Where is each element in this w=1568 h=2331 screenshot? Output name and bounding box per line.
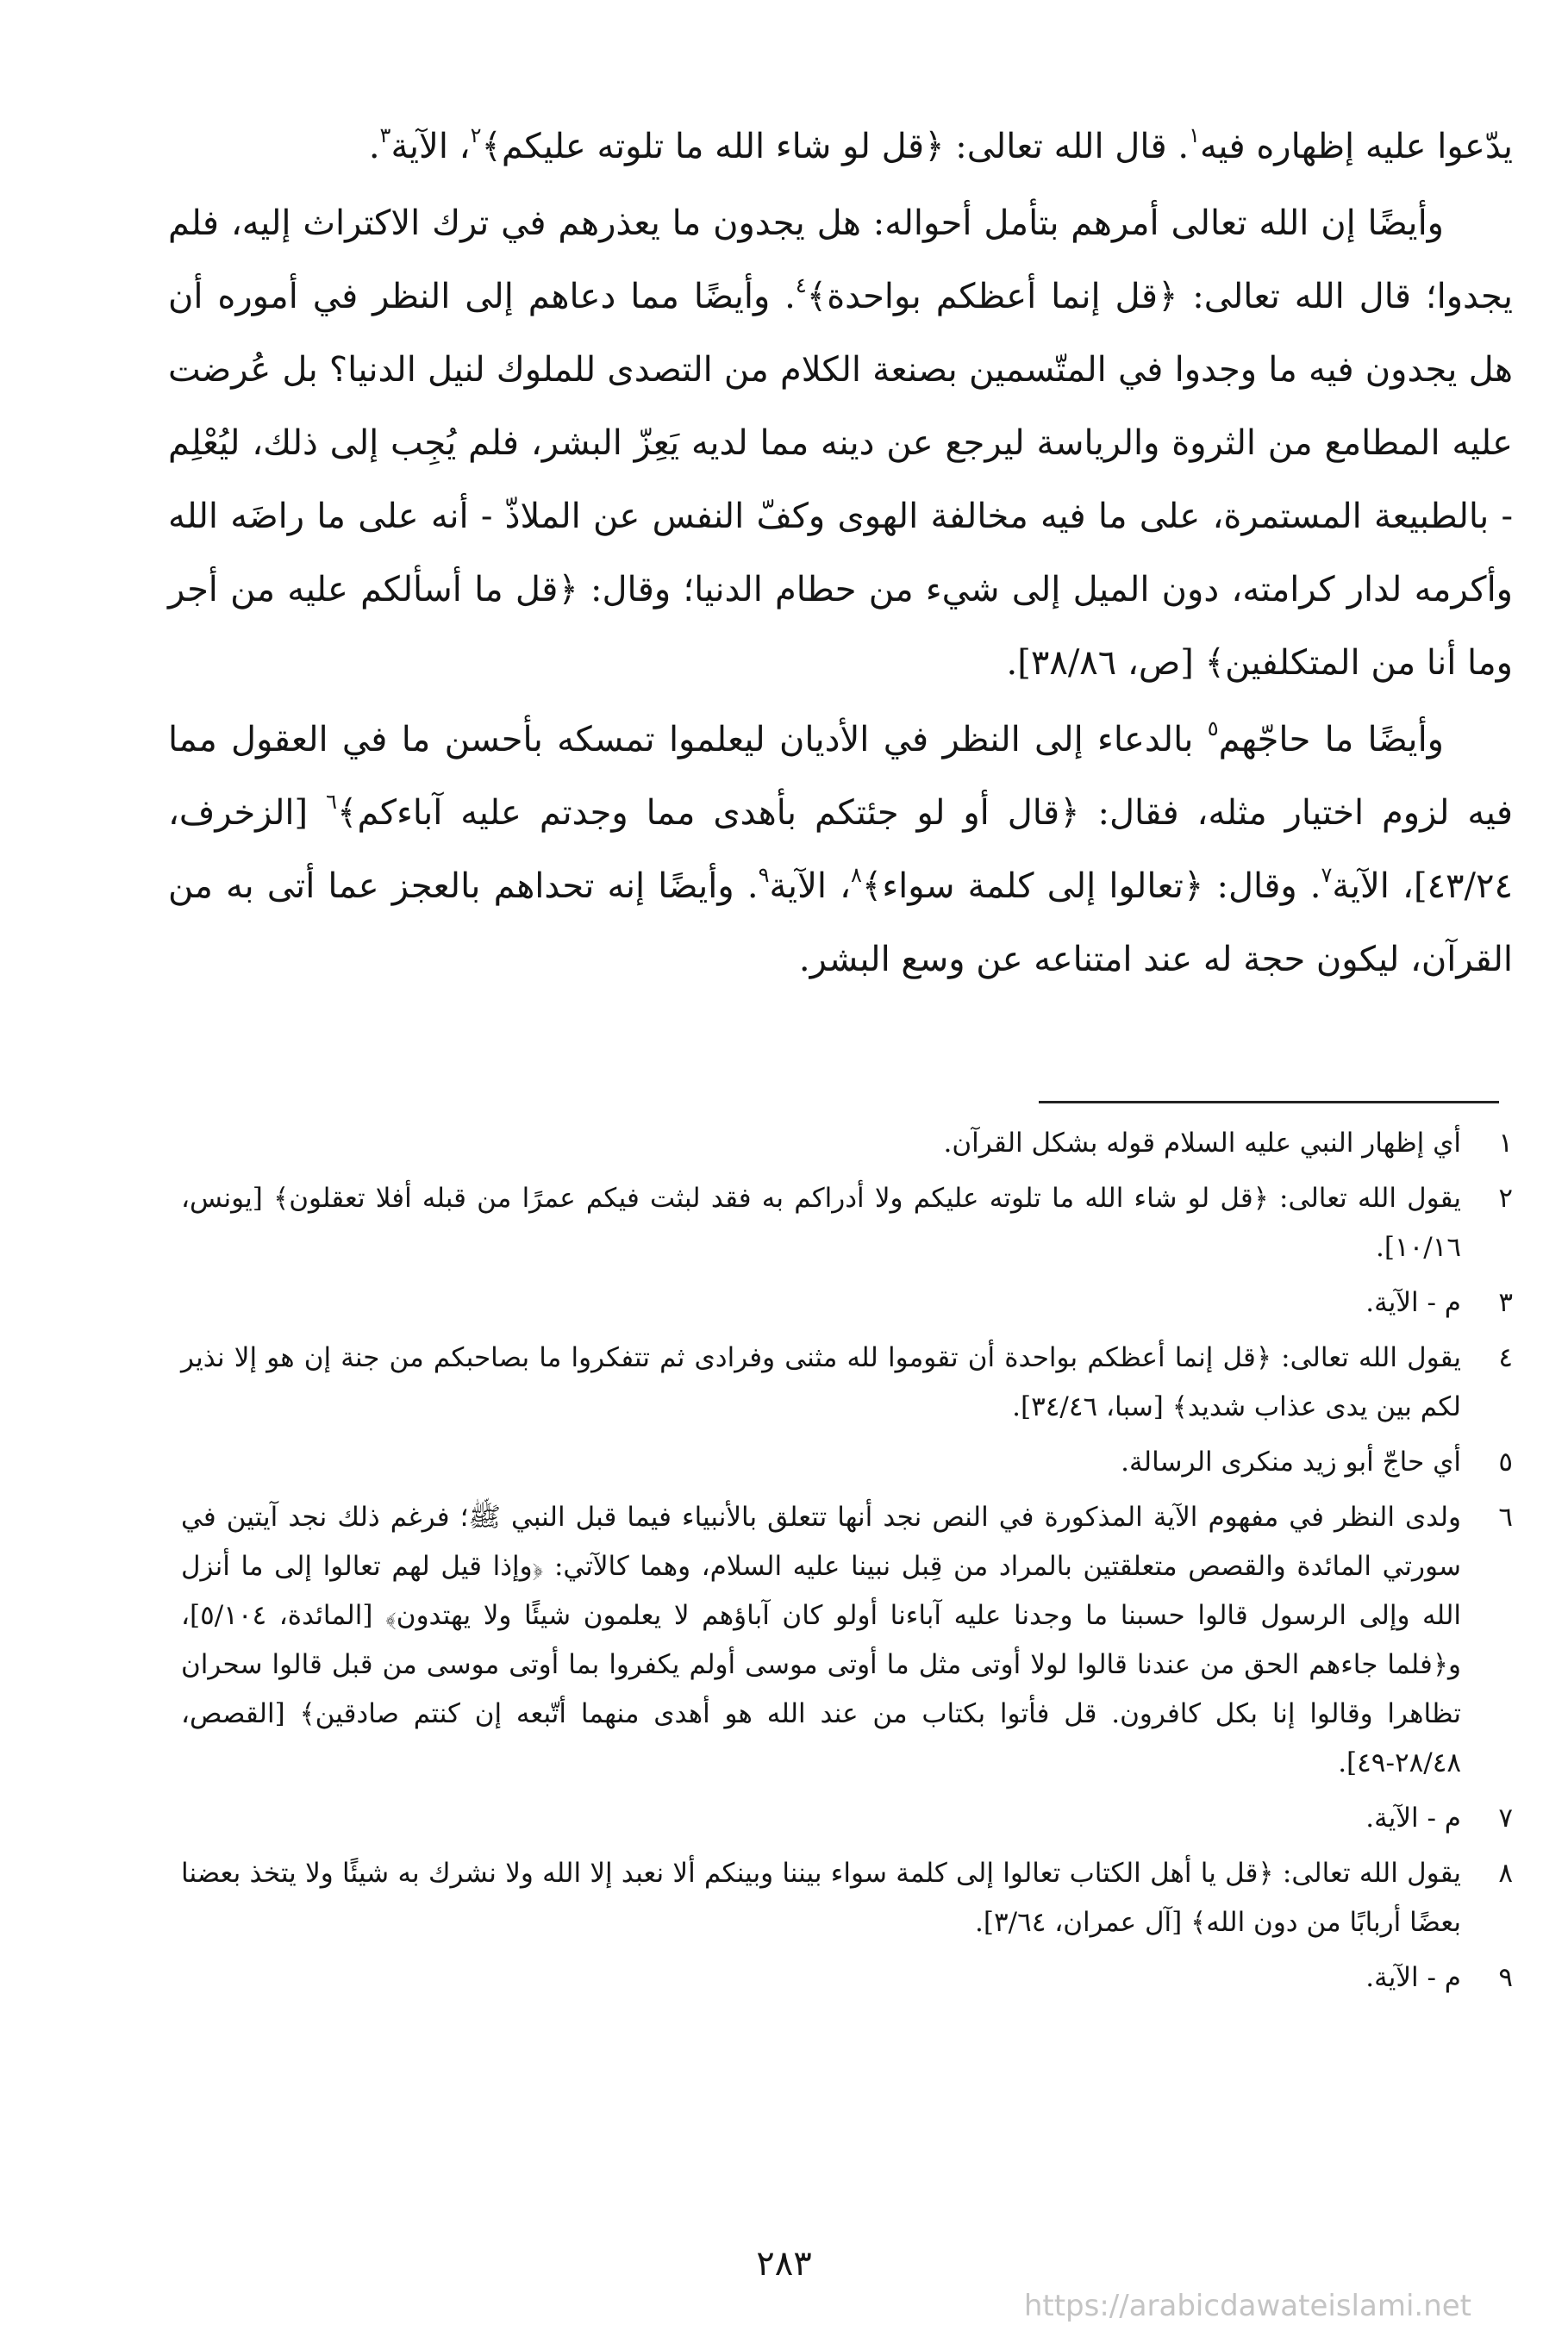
- watermark-url: https://arabicdawateislami.net: [1023, 2289, 1471, 2323]
- footnote: [181, 1174, 1513, 1272]
- footnote-number: ٥: [1498, 1447, 1513, 1478]
- footnote: [181, 1794, 1513, 1843]
- footnote-number: ١: [1498, 1128, 1513, 1159]
- footnote-number: ٨: [1498, 1858, 1513, 1889]
- footnote-number: ٩: [1498, 1962, 1513, 1993]
- footnote-text: م - الآية.: [1365, 1287, 1461, 1318]
- text-run: وأيضًا ما حاجّهم: [1218, 720, 1444, 759]
- text-run: [الزخرف، ٤٣/٢٤]، الآية: [168, 793, 1513, 906]
- paragraph-1: [168, 110, 1513, 184]
- footnote-ref: ٧: [1321, 863, 1333, 887]
- footnote-number: ٢: [1498, 1183, 1513, 1214]
- footnote-ref: ٦: [326, 790, 337, 814]
- footnote-text: أي إظهار النبي عليه السلام قوله بشكل القرآن.: [943, 1128, 1461, 1159]
- footnote: [181, 1953, 1513, 2003]
- footnote-ref: ١: [1189, 123, 1200, 147]
- paragraph-2: [168, 187, 1513, 700]
- footnote-ref: ٢: [470, 123, 482, 147]
- footnote-text: يقول الله تعالى: ﴿قل لو شاء الله ما تلوته عليكم ولا أدراكم به فقد لبثت فيكم عمرًا من قبله أفلا تعقلون﴾ [يونس، ١٠/١٦].: [181, 1183, 1461, 1263]
- page-number: ٢٨٣: [756, 2244, 812, 2284]
- text-run: . وقال: ﴿تعالوا إلى كلمة سواء﴾: [861, 866, 1321, 906]
- footnote-number: ٦: [1498, 1502, 1513, 1533]
- footnote-text: يقول الله تعالى: ﴿قل إنما أعظكم بواحدة أن تقوموا لله مثنى وفرادى ثم تتفكروا ما بصاحبكم من جنة إن هو إلا نذير لكم بين يدى عذاب شديد﴾ [سبا، ٣٤/٤٦].: [181, 1342, 1461, 1422]
- text-run: .: [368, 127, 380, 166]
- footnote-text: م - الآية.: [1365, 1962, 1461, 1993]
- paragraph-3: [168, 703, 1513, 997]
- footnotes: [181, 1119, 1513, 2009]
- footnote-text: أي حاجّ أبو زيد منكرى الرسالة.: [1121, 1447, 1461, 1478]
- footnote: [181, 1119, 1513, 1168]
- footnote-ref: ٨: [851, 863, 862, 887]
- footnote-ref: ٩: [758, 863, 770, 887]
- footnote-ref: ٤: [795, 273, 807, 297]
- footnote-text: م - الآية.: [1365, 1803, 1461, 1834]
- text-run: . وأيضًا مما دعاهم إلى النظر في أموره أن هل يجدون فيه ما وجدوا في المتّسمين بصنعة الكلام من التصدى للملوك لنيل الدنيا؟ بل عُرضت عليه المطامع من الثروة والرياسة ليرجع عن دينه مما لديه يَعِزّ البشر، فلم يُجِب إلى ذلك، ليُعْلِم - بالطبيعة المستمرة، على ما فيه مخالفة الهوى وكفّ النفس عن الملاذّ - أنه على ما راضَه الله وأكرمه لدار كرامته، دون الميل إلى شيء من حطام الدنيا؛ وقال: ﴿قل ما أسألكم عليه من أجر وما أنا من المتكلفين﴾ [ص، ٣٨/٨٦].: [168, 277, 1513, 683]
- footnote: [181, 1278, 1513, 1328]
- body-text: [168, 110, 1513, 997]
- text-run: يدّعوا عليه إظهاره فيه: [1199, 127, 1513, 166]
- footnote: [181, 1849, 1513, 1947]
- footnote-number: ٤: [1498, 1342, 1513, 1373]
- footnote-text: ولدى النظر في مفهوم الآية المذكورة في النص نجد أنها تتعلق بالأنبياء فيما قبل النبي ﷺ؛ فرغم ذلك نجد آيتين في سورتي المائدة والقصص متعلقتين بالمراد من قِبل نبينا عليه السلام، وهما كالآتي: ﴿وإذا قيل لهم تعالوا إلى ما أنزل الله وإلى الرسول قالوا حسبنا ما وجدنا عليه آباءنا أولو كان آباؤهم لا يعلمون شيئًا ولا يهتدون﴾ [المائدة، ٥/١٠٤]، و﴿فلما جاءهم الحق من عندنا قالوا لولا أوتى مثل ما أوتى موسى أولم يكفروا بما أوتى موسى من قبل قالوا سحران تظاهرا وقالوا إنا بكل كافرون. قل فأتوا بكتاب من عند الله هو أهدى منهما أتّبعه إن كنتم صادقين﴾ [القصص، ٢٨/٤٨-٤٩].: [181, 1502, 1461, 1778]
- text-run: . قال الله تعالى: ﴿قل لو شاء الله ما تلوته عليكم﴾: [481, 127, 1190, 166]
- text-run: ، الآية: [390, 127, 471, 166]
- text-run: وأيضًا إن الله تعالى أمرهم بتأمل أحواله: هل يجدون ما يعذرهم في ترك الاكتراث إليه، فلم يجدوا؛ قال الله تعالى: ﴿قل إنما أعظكم بواحدة﴾: [168, 203, 1513, 316]
- footnote-ref: ٥: [1207, 716, 1219, 741]
- footnote: [181, 1493, 1513, 1788]
- footnote-number: ٧: [1498, 1803, 1513, 1834]
- footnote: [181, 1334, 1513, 1432]
- text-run: . وأيضًا إنه تحداهم بالعجز عما أتى به من القرآن، ليكون حجة له عند امتناعه عن وسع البشر.: [168, 866, 1513, 979]
- footnote-number: ٣: [1498, 1287, 1513, 1318]
- text-run: ، الآية: [769, 866, 852, 906]
- footnote: [181, 1438, 1513, 1487]
- footnote-text: يقول الله تعالى: ﴿قل يا أهل الكتاب تعالوا إلى كلمة سواء بيننا وبينكم ألا نعبد إلا الله ولا نشرك به شيئًا ولا يتخذ بعضنا بعضًا أربابًا من دون الله﴾ [آل عمران، ٣/٦٤].: [181, 1858, 1461, 1938]
- footnote-ref: ٣: [379, 123, 391, 147]
- text-run: بالدعاء إلى النظر في الأديان ليعلموا تمسكه بأحسن ما في العقول مما فيه لزوم اختيار مثله، فقال: ﴿قال أو لو جئتكم بأهدى مما وجدتم عليه آباءكم﴾: [168, 720, 1513, 833]
- footnote-divider: [1039, 1101, 1499, 1103]
